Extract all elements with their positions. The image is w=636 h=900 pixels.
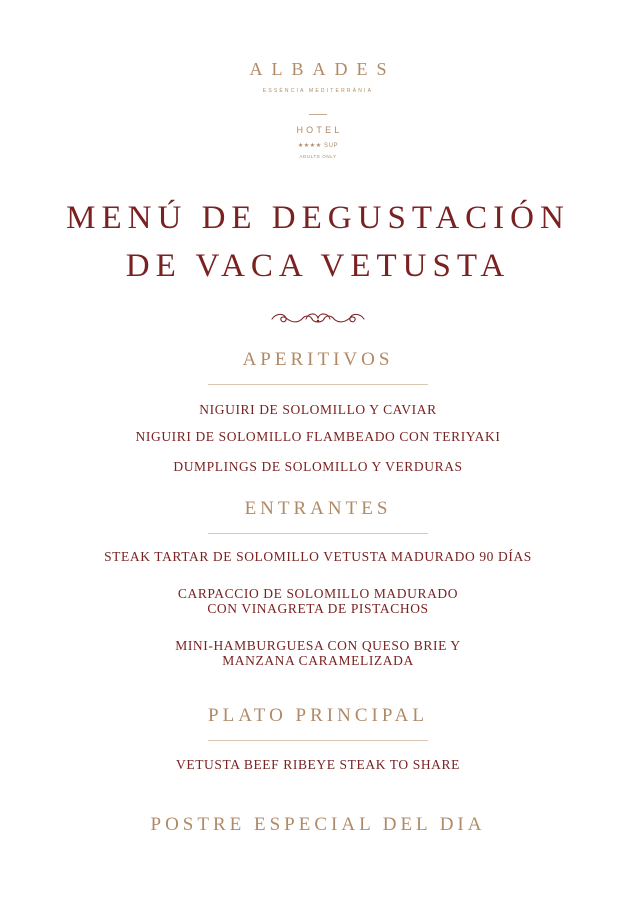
hotel-stars: ★★★★ SUP [297,143,339,149]
section-divider [208,384,428,385]
menu-item: MINI-HAMBURGUESA CON QUESO BRIE Y [175,638,461,653]
menu-item: NIGUIRI DE SOLOMILLO FLAMBEADO CON TERIYAKI [135,429,501,444]
menu-item: VETUSTA BEEF RIBEYE STEAK TO SHARE [176,757,460,772]
section-heading-entrantes: ENTRANTES [244,498,392,519]
menu-item: CON VINAGRETA DE PISTACHOS [207,601,429,616]
section-heading-postre: POSTRE ESPECIAL DEL DIA [150,814,486,835]
section-divider [208,740,428,741]
adults-only-label: ADULTS ONLY [299,154,337,159]
section-heading-aperitivos: APERITIVOS [242,349,394,370]
menu-item: DUMPLINGS DE SOLOMILLO Y VERDURAS [173,459,463,474]
hotel-logo-tagline: ESSÈNCIA MEDITERRÀNIA [262,88,374,94]
section-heading-plato-principal: PLATO PRINCIPAL [208,705,428,726]
menu-item: NIGUIRI DE SOLOMILLO Y CAVIAR [199,402,437,417]
flourish-ornament-icon [270,309,366,329]
menu-title-line-1: MENÚ DE DEGUSTACIÓN [66,200,570,236]
hotel-label: HOTEL [296,125,343,135]
menu-item: MANZANA CARAMELIZADA [222,653,414,668]
menu-item: CARPACCIO DE SOLOMILLO MADURADO [177,586,459,601]
hotel-logo-name: ALBADES [249,59,396,79]
section-divider [208,533,428,534]
logo-divider [309,114,327,115]
menu-item: STEAK TARTAR DE SOLOMILLO VETUSTA MADURADO 90 DÍAS [104,549,532,564]
menu-title-line-2: DE VACA VETUSTA [125,248,511,284]
